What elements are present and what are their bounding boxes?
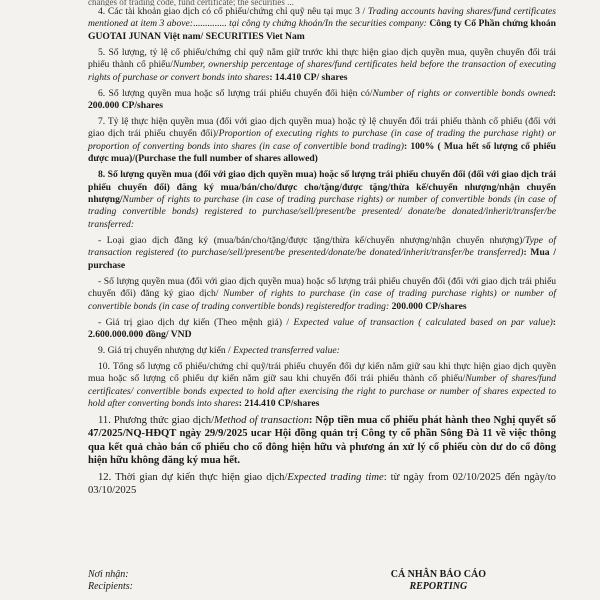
item-8-transaction-type: - Loại giao dịch đăng ký (mua/bán/cho/tặng/được tặng/thừa kế/chuyển nhượng/nhận chuyển nhượng)/Type of transaction registered (to purchase/sell/present/be presented/donate/be donated/inherit/transfer/be transferred): Mua / purchase bbox=[88, 234, 556, 271]
reporter-block: CÁ NHÂN BÁO CÁO REPORTING bbox=[390, 569, 486, 592]
item-10-expected-holding: 10. Tổng số lượng cổ phiếu/chứng chỉ quỹ/trái phiếu chuyển đổi dự kiến nắm giữ sau khi thực hiện giao dịch quyền mua hoặc số lượng cổ phiếu dự kiến nắm giữ sau khi chuyển đổi trái phiếu thành cổ phiếu/Number of shares/fund certificates/ convertible bonds expected to hold after exercising the right to purchase or number of shares expected to hold after converting bonds into shares: 214.410 CP/shares bbox=[88, 360, 556, 410]
recipients-block: Nơi nhận: Recipients: bbox=[88, 569, 133, 592]
item-6-rights-owned: 6. Số lượng quyền mua hoặc số lượng trái phiếu chuyển đổi hiện có/Number of rights or convertible bonds owned: 200.000 CP/shares bbox=[88, 87, 556, 112]
item-4-trading-accounts: 4. Các tài khoản giao dịch có cổ phiếu/chứng chỉ quỹ nêu tại mục 3 / Trading accounts having shares/fund certificates mentioned at item 3 above:.............. tại công ty chứng khoán/In the securities company: Công ty Cổ Phần chứng khoán GUOTAI JUNAN Việt nam/ SECURITIES Viet Nam bbox=[88, 6, 557, 42]
item-11-method: 11. Phương thức giao dịch/Method of transaction: Nộp tiền mua cổ phiếu phát hành theo Nghị quyết số 47/2025/NQ-HĐQT ngày 29/9/2025 ucar Hội đồng quản trị Công ty cổ phần Sông Đà 11 về việc thông qua kết quả chào bán cổ phiếu cho cổ đông hiện hữu và phương án xử lý cổ phiếu còn dư do cổ đông hiện hữu không đăng ký mua hết. bbox=[88, 415, 556, 466]
cut-off-line: changes of trading code, fund certificate; the securities ... bbox=[88, 0, 294, 6]
item-8-expected-value: - Giá trị giao dịch dự kiến (Theo mệnh giá) / Expected value of transaction ( calculated based on par value): 2.600.000.000 đồng/ VND bbox=[88, 316, 556, 340]
item-5-shares-held-before: 5. Số lượng, tỷ lệ cổ phiếu/chứng chỉ quỹ nắm giữ trước khi thực hiện giao dịch quyền mua, quyền chuyển đổi trái phiếu thành cổ phiếu/Number, ownership percentage of shares/fund certificates held before the transaction of executing rights of purchase or convert bonds into shares: 14.410 CP/ shares bbox=[88, 46, 557, 83]
item-8-registered-rights: 8. Số lượng quyền mua (đối với giao dịch quyền mua) hoặc số lượng trái phiếu chuyển đổi (đối với giao dịch trái phiếu chuyển đổi) đăng ký mua/bán/cho/được cho/tặng/được tặng/thừa kế/chuyển nhượng/nhận chuyển nhượng/Number of rights to purchase (in case of trading purchase rights) or number of convertible bonds (in case of trading convertible bonds) registered to purchase/sell/present/be presented/ donate/be donated/inherit/transfer/be transferred: bbox=[88, 169, 556, 230]
item-8-registered-quantity: - Số lượng quyền mua (đối với giao dịch quyền mua) hoặc số lượng trái phiếu chuyển đổi (đối với giao dịch trái phiếu chuyển đổi) đăng ký giao dịch/ Number of rights to purchase (in case of trading purchase rights) or number of convertible bonds (in case of trading convertible bonds) registeredfor trading: 200.000 CP/shares bbox=[88, 275, 556, 312]
item-7-execution-proportion: 7. Tỷ lệ thực hiện quyền mua (đối với giao dịch quyền mua) hoặc tỷ lệ chuyển đổi trái phiếu thành cổ phiếu (đối với giao dịch trái phiếu chuyển đổi)/Proportion of executing rights to purchase (in case of trading the purchase right) or proportion of converting bonds into shares (in case of convertible bond trading): 100% ( Mua hết số lượng cổ phiếu được mua)/(Purchase the full number of shares allowed) bbox=[88, 116, 557, 165]
item-9-transferred-value: 9. Giá trị chuyển nhượng dự kiến / Expected transferred value: bbox=[98, 344, 340, 356]
item-12-trading-time: 12. Thời gian dự kiến thực hiện giao dịch/Expected trading time: từ ngày from 02/10/2025 đến ngày/to 03/10/2025 bbox=[88, 471, 556, 496]
